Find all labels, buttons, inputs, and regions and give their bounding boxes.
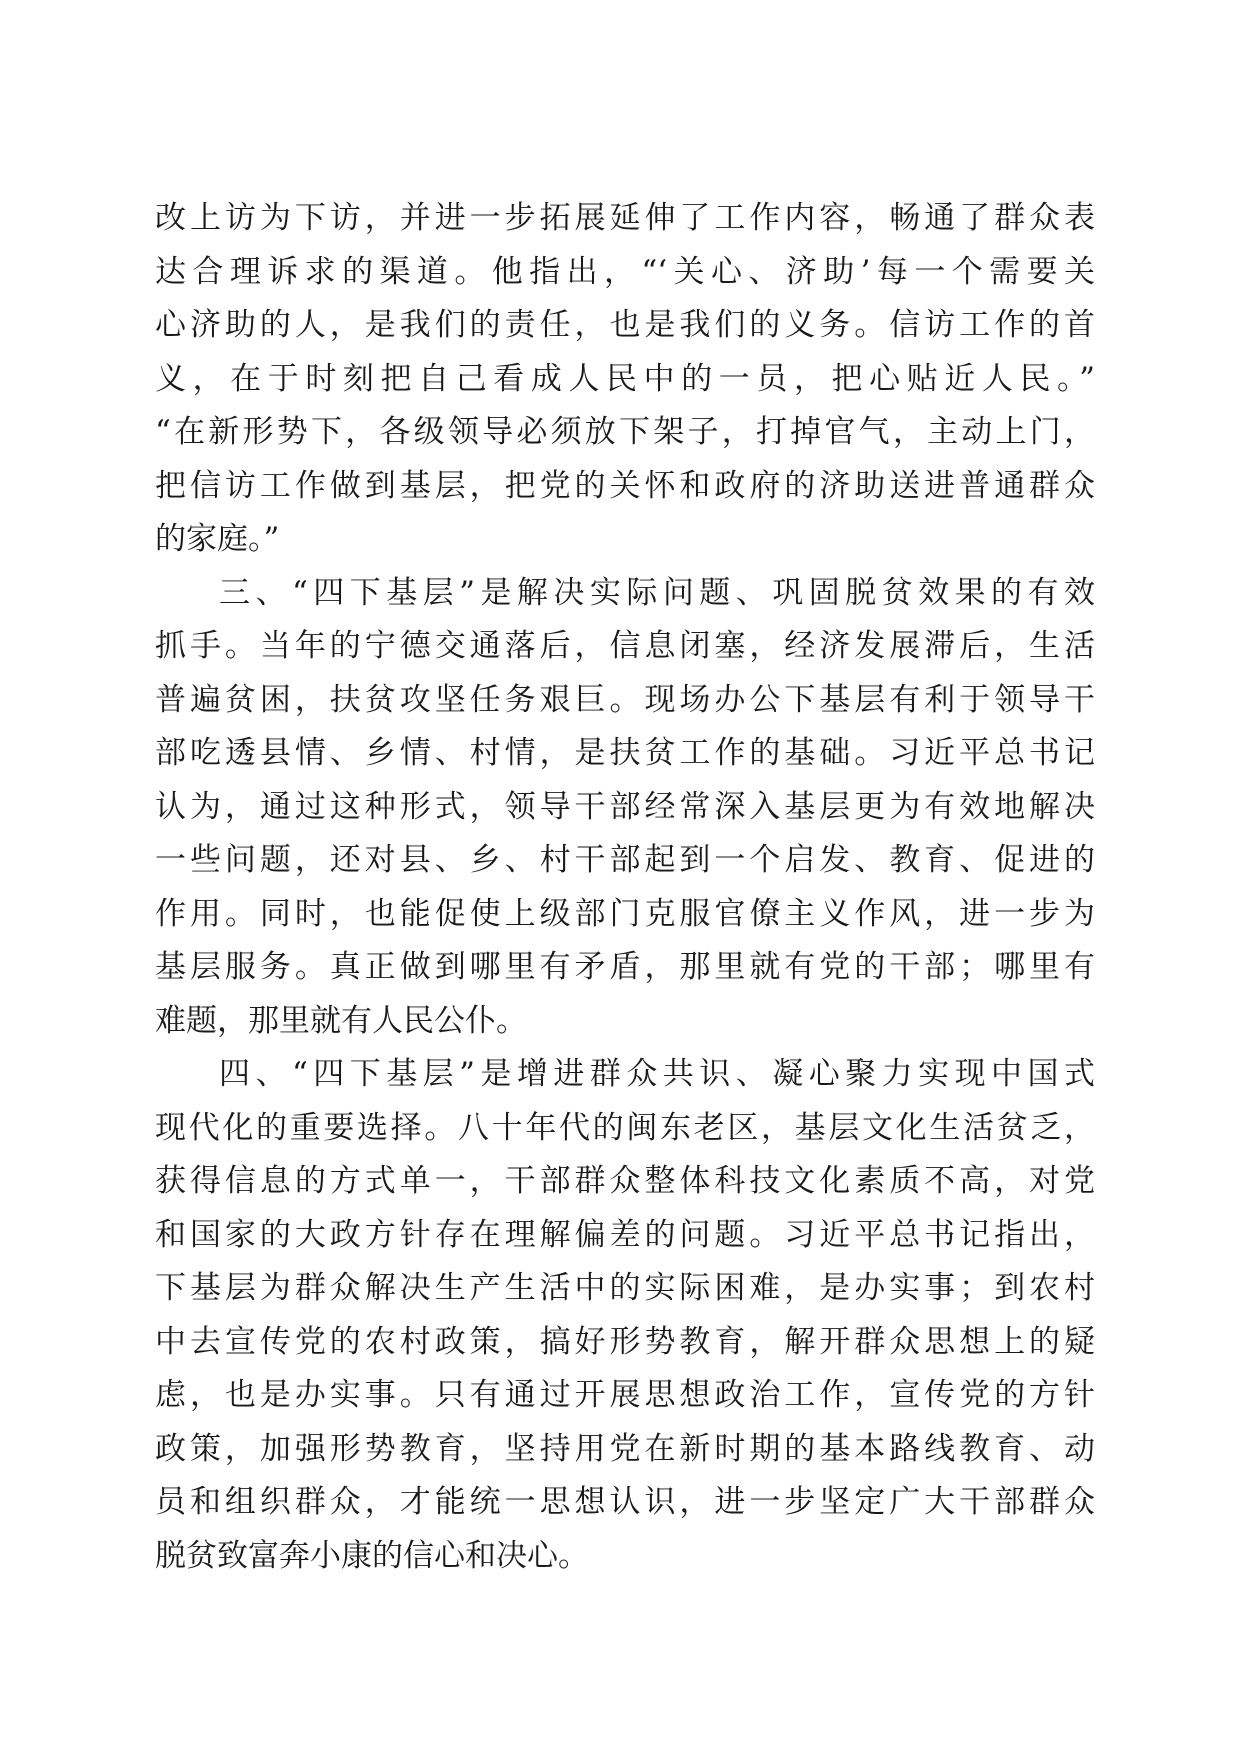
- text-line: 把信访工作做到基层，把党的关怀和政府的济助送进普通群众: [155, 467, 1095, 504]
- body-text: [155, 192, 1095, 1583]
- text-line: 义，在于时刻把自己看成人民中的一员，把心贴近人民。”: [155, 360, 1095, 397]
- text-line: 中去宣传党的农村政策，搞好形势教育，解开群众思想上的疑: [155, 1323, 1095, 1360]
- text-line: 基层服务。真正做到哪里有矛盾，那里就有党的干部；哪里有: [155, 949, 1095, 985]
- text-line: 达合理诉求的渠道。他指出，“‘关心、济助’每一个需要关: [155, 253, 1095, 290]
- text-line: 一些问题，还对县、乡、村干部起到一个启发、教育、促进的: [155, 842, 1095, 878]
- text-line: 和国家的大政方针存在理解偏差的问题。习近平总书记指出，: [155, 1216, 1095, 1253]
- text-line: 政策，加强形势教育，坚持用党在新时期的基本路线教育、动: [155, 1430, 1095, 1467]
- text-line: 改上访为下访，并进一步拓展延伸了工作内容，畅通了群众表: [155, 200, 1095, 236]
- text-line: 心济助的人，是我们的责任，也是我们的义务。信访工作的首: [155, 307, 1095, 343]
- paragraph-first-line: 四、“四下基层”是增进群众共识、凝心聚力实现中国式: [219, 1056, 1095, 1092]
- text-line: 脱贫致富奔小康的信心和决心。: [155, 1537, 589, 1574]
- text-line: “在新形势下，各级领导必须放下架子，打掉官气，主动上门，: [155, 414, 1095, 450]
- text-line: 普遍贫困，扶贫攻坚任务艰巨。现场办公下基层有利于领导干: [155, 681, 1095, 718]
- text-line: 难题，那里就有人民公仆。: [155, 1002, 527, 1039]
- text-line: 部吃透县情、乡情、村情，是扶贫工作的基础。习近平总书记: [155, 735, 1095, 771]
- text-line: 作用。同时，也能促使上级部门克服官僚主义作风，进一步为: [155, 895, 1095, 932]
- text-line: 员和组织群众，才能统一思想认识，进一步坚定广大干部群众: [155, 1484, 1095, 1520]
- text-line: 下基层为群众解决生产生活中的实际困难，是办实事；到农村: [155, 1270, 1095, 1306]
- text-line: 的家庭。”: [155, 521, 280, 557]
- paragraph-first-line: 三、“四下基层”是解决实际问题、巩固脱贫效果的有效: [219, 574, 1095, 611]
- text-line: 虑，也是办实事。只有通过开展思想政治工作，宣传党的方针: [155, 1377, 1095, 1413]
- text-line: 抓手。当年的宁德交通落后，信息闭塞，经济发展滞后，生活: [155, 628, 1095, 664]
- text-line: 获得信息的方式单一，干部群众整体科技文化素质不高，对党: [155, 1163, 1095, 1199]
- text-line: 现代化的重要选择。八十年代的闽东老区，基层文化生活贫乏，: [155, 1109, 1095, 1146]
- text-line: 认为，通过这种形式，领导干部经常深入基层更为有效地解决: [155, 788, 1095, 825]
